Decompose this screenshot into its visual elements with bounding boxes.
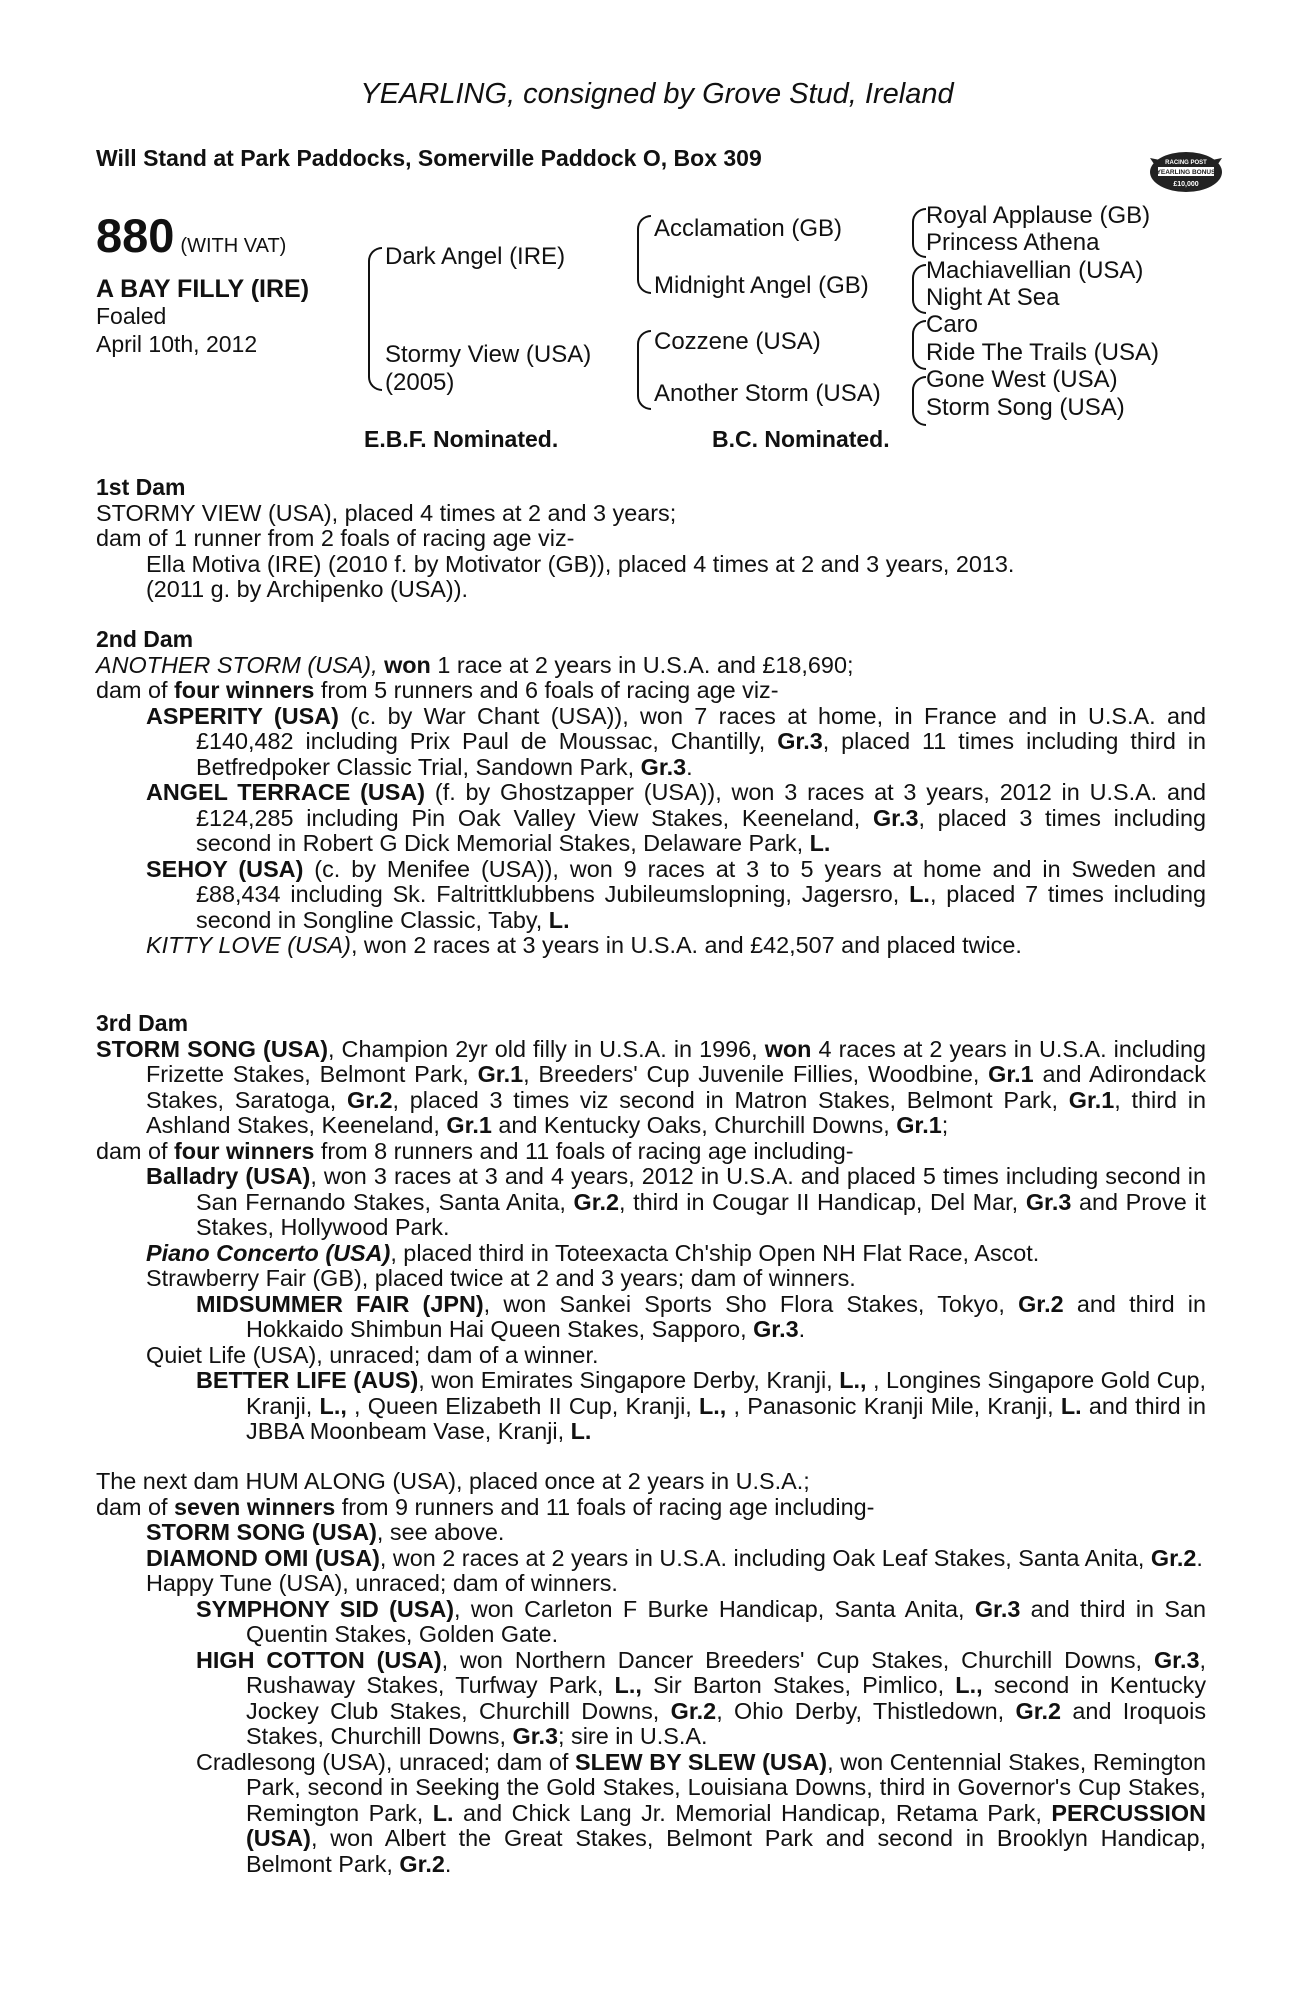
pedigree-ggd-2: Ride The Trails (USA)	[926, 339, 1159, 366]
first-dam-foal-1: Ella Motiva (IRE) (2010 f. by Motivator (GB)), placed 4 times at 2 and 3 years, 2013.	[146, 550, 1015, 577]
bc-nominated: B.C. Nominated.	[712, 426, 890, 452]
foaled-date: April 10th, 2012	[96, 331, 258, 357]
pedigree-gd-2: Another Storm (USA)	[654, 380, 881, 407]
stand-location: Will Stand at Park Paddocks, Somerville Paddock O, Box 309	[96, 145, 762, 171]
produce-strawberry-fair: Strawberry Fair (GB), placed twice at 2 and 3 years; dam of winners.	[146, 1265, 856, 1291]
pedigree-ggs-3: Machiavellian (USA)	[926, 257, 1144, 284]
pedigree-ggd-3: Gone West (USA)	[926, 366, 1118, 393]
pedigree-sire: Dark Angel (IRE)	[385, 243, 566, 270]
pedigree-brace-main	[368, 247, 382, 391]
vat-note: (WITH VAT)	[180, 235, 287, 257]
pedigree-gs-1: Acclamation (GB)	[654, 215, 843, 242]
horse-description: A BAY FILLY (IRE)	[96, 275, 310, 303]
produce-midsummer-fair: MIDSUMMER FAIR (JPN), won Sankei Sports Sho Flora Stakes, Tokyo, Gr.2 and third in Hokkaido Shimbun Hai Queen Stakes, Sapporo, Gr.3.	[196, 1290, 1207, 1342]
yearling-bonus-badge-icon	[1148, 146, 1224, 198]
produce-quiet-life: Quiet Life (USA), unraced; dam of a winner.	[146, 1341, 599, 1368]
produce-diamond-omi: DIAMOND OMI (USA), won 2 races at 2 years in U.S.A. including Oak Leaf Stakes, Santa Anita, Gr.2.	[146, 1544, 1203, 1571]
third-dam-section	[96, 1011, 1206, 1445]
first-dam-line: STORMY VIEW (USA), placed 4 times at 2 and 3 years;	[96, 499, 677, 526]
lot-number: 880	[96, 209, 175, 262]
second-dam-produce: dam of four winners from 5 runners and 6 foals of racing age viz-	[96, 677, 779, 703]
produce-angel-terrace: ANGEL TERRACE (USA) (f. by Ghostzapper (USA)), won 3 races at 3 years, 2012 in U.S.A. and £124,285 including Pin Oak Valley View Stakes, Keeneland, Gr.3, placed 3 times including second in Robert G Dick Memorial Stakes, Delaware Park, L.	[146, 779, 1207, 856]
produce-asperity: ASPERITY (USA) (c. by War Chant (USA)), won 7 races at home, in France and in U.S.A. and £140,482 including Prix Paul de Moussac, Chantilly, Gr.3, placed 11 times including third in Betfredpoker Classic Trial, Sandown Park, Gr.3.	[146, 702, 1206, 780]
produce-sehoy: SEHOY (USA) (c. by Menifee (USA)), won 9 races at 3 to 5 years at home and in Sweden and £88,434 including Sk. Faltrittklubbens Jubileumslopning, Jagersro, L., placed 7 times including second in Songline Classic, Taby, L.	[146, 855, 1207, 933]
produce-storm-song: STORM SONG (USA), see above.	[146, 1519, 505, 1545]
first-dam-foal-2: (2011 g. by Archipenko (USA)).	[146, 576, 468, 602]
badge-line1: RACING POST	[1165, 160, 1207, 166]
produce-symphony-sid: SYMPHONY SID (USA), won Carleton F Burke Handicap, Santa Anita, Gr.3 and third in San Quentin Stakes, Golden Gate.	[196, 1595, 1206, 1647]
next-dam-section	[96, 1469, 1206, 1877]
pedigree-gs-2: Midnight Angel (GB)	[654, 272, 869, 299]
first-dam-heading: 1st Dam	[96, 474, 186, 500]
first-dam-section	[96, 475, 1206, 603]
pedigree-ggs-4: Night At Sea	[926, 284, 1060, 311]
produce-cradlesong: Cradlesong (USA), unraced; dam of SLEW BY SLEW (USA), won Centennial Stakes, Remington Park, second in Seeking the Gold Stakes, Louisiana Downs, third in Governor's Cup Stakes, Remington Park, L. and Chick Lang Jr. Memorial Handicap, Retama Park, PERCUSSION (USA), won Albert the Great Stakes, Belmont Park and second in Brooklyn Handicap, Belmont Park, Gr.2.	[196, 1748, 1207, 1877]
pedigree-brace-gg1	[912, 208, 926, 258]
pedigree-ggd-1: Caro	[926, 311, 979, 338]
third-dam-produce: dam of four winners from 8 runners and 11 foals of racing age including-	[96, 1137, 854, 1164]
pedigree-ggs-1: Royal Applause (GB)	[926, 202, 1151, 229]
second-dam-heading: 2nd Dam	[96, 626, 194, 652]
third-dam-heading: 3rd Dam	[96, 1010, 189, 1036]
produce-high-cotton: HIGH COTTON (USA), won Northern Dancer Breeders' Cup Stakes, Churchill Downs, Gr.3, Rushaway Stakes, Turfway Park, L., Sir Barton Stakes, Pimlico, L., second in Kentucky Jockey Club Stakes, Churchill Downs, Gr.2, Ohio Derby, Thistledown, Gr.2 and Iroquois Stakes, Churchill Downs, Gr.3; sire in U.S.A.	[196, 1646, 1207, 1749]
pedigree-brace-dam	[637, 330, 651, 410]
produce-piano-concerto: Piano Concerto (USA), placed third in Toteexacta Ch'ship Open NH Flat Race, Ascot.	[146, 1239, 1040, 1266]
produce-happy-tune: Happy Tune (USA), unraced; dam of winners.	[146, 1570, 618, 1596]
pedigree-ggd-4: Storm Song (USA)	[926, 394, 1125, 421]
pedigree-brace-gg2	[912, 264, 926, 314]
produce-balladry: Balladry (USA), won 3 races at 3 and 4 years, 2012 in U.S.A. and placed 5 times including second in San Fernando Stakes, Santa Anita, Gr.2, third in Cougar II Handicap, Del Mar, Gr.3 and Prove it Stakes, Hollywood Park.	[146, 1163, 1207, 1240]
next-dam-produce: dam of seven winners from 9 runners and 11 foals of racing age including-	[96, 1493, 875, 1520]
pedigree-brace-gg4	[912, 376, 926, 426]
ebf-nominated: E.B.F. Nominated.	[364, 426, 559, 452]
pedigree-brace-sire	[637, 215, 651, 294]
badge-line2: YEARLING BONUS	[1156, 169, 1216, 176]
pedigree-dam: Stormy View (USA)	[385, 341, 592, 368]
third-dam-intro: STORM SONG (USA), Champion 2yr old filly in U.S.A. in 1996, won 4 races at 2 years in U.S.A. including Frizette Stakes, Belmont Park, Gr.1, Breeders' Cup Juvenile Fillies, Woodbine, Gr.1 and Adirondack Stakes, Saratoga, Gr.2, placed 3 times viz second in Matron Stakes, Belmont Park, Gr.1, third in Ashland Stakes, Keeneland, Gr.1 and Kentucky Oaks, Churchill Downs, Gr.1;	[96, 1035, 1207, 1138]
pedigree-dam-year: (2005)	[385, 369, 455, 396]
second-dam-section	[96, 627, 1206, 959]
foaled-label: Foaled	[96, 303, 167, 329]
next-dam-intro: The next dam HUM ALONG (USA), placed once at 2 years in U.S.A.;	[96, 1468, 810, 1494]
pedigree-ggs-2: Princess Athena	[926, 229, 1100, 256]
pedigree-gd-1: Cozzene (USA)	[654, 328, 821, 355]
lot-number-block	[96, 208, 286, 263]
second-dam-intro: ANOTHER STORM (USA), won 1 race at 2 years in U.S.A. and £18,690;	[96, 651, 854, 678]
produce-kitty-love: KITTY LOVE (USA), won 2 races at 3 years in U.S.A. and £42,507 and placed twice.	[146, 932, 1022, 958]
badge-line3: £10,000	[1173, 181, 1199, 188]
page-title: YEARLING, consigned by Grove Stud, Ireland	[360, 78, 954, 110]
pedigree-brace-gg3	[912, 320, 926, 370]
produce-better-life: BETTER LIFE (AUS), won Emirates Singapore Derby, Kranji, L., , Longines Singapore Gold Cup, Kranji, L., , Queen Elizabeth II Cup, Kranji, L., , Panasonic Kranji Mile, Kranji, L. and third in JBBA Moonbeam Vase, Kranji, L.	[196, 1367, 1207, 1444]
first-dam-produce: dam of 1 runner from 2 foals of racing age viz-	[96, 525, 575, 551]
